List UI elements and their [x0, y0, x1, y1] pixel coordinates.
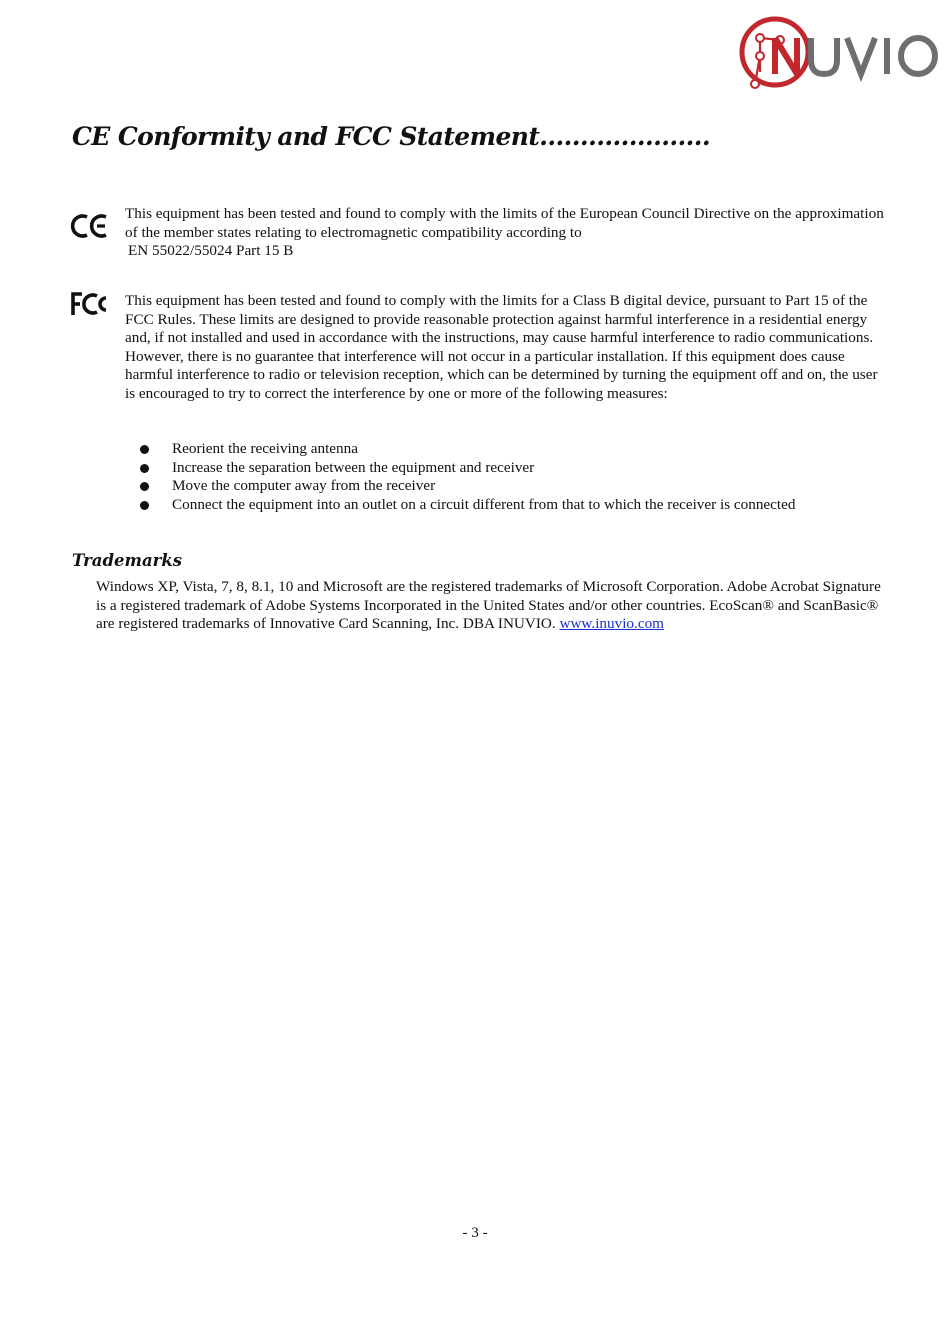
page-title: CE Conformity and FCC Statement………………… — [72, 122, 711, 151]
inuvio-logo — [735, 10, 945, 96]
fcc-measures-list — [135, 440, 795, 514]
bullet-icon — [140, 501, 149, 510]
inuvio-website-link[interactable]: www.inuvio.com — [559, 615, 664, 632]
list-item: Connect the equipment into an outlet on a circuit different from that to which the receiver is connected — [135, 496, 795, 515]
trademarks-text: Windows XP, Vista, 7, 8, 8.1, 10 and Microsoft are the registered trademarks of Microsoft Corporation. Adobe Acrobat Signature is a registered trademark of Adobe Systems Incorporated in the United States and/or other countries. EcoScan® and ScanBasic® are registered trademarks of Innovative Card Scanning, Inc. DBA INUVIO. www.inuvio.com — [96, 578, 881, 632]
ce-statement: This equipment has been tested and found to comply with the limits of the European Council Directive on the approximation of the member states relating to electromagnetic compatibility according to — [125, 205, 884, 241]
trademarks-heading: Trademarks — [72, 551, 183, 570]
bullet-icon — [140, 445, 149, 454]
list-item: Increase the separation between the equipment and receiver — [135, 459, 795, 478]
bullet-icon — [140, 464, 149, 473]
ce-mark-icon — [70, 212, 110, 240]
fcc-mark-icon — [70, 291, 110, 317]
list-item: Move the computer away from the receiver — [135, 477, 795, 496]
ce-standard: EN 55022/55024 Part 15 B — [128, 242, 294, 259]
bullet-icon — [140, 482, 149, 491]
page-number: - 3 - — [462, 1224, 488, 1241]
list-item: Reorient the receiving antenna — [135, 440, 795, 459]
fcc-statement: This equipment has been tested and found to comply with the limits for a Class B digital device, pursuant to Part 15 of the FCC Rules. These limits are designed to provide reasonable protection against harmful interference in a residential energy and, if not installed and used in accordance with the instructions, may cause harmful interference to radio communications. However, there is no guarantee that interference will not occur in a particular installation. If this equipment does cause harmful interference to radio or television reception, which can be determined by turning the equipment off and on, the user is encouraged to try to correct the interference by one or more of the following measures: — [125, 292, 878, 402]
